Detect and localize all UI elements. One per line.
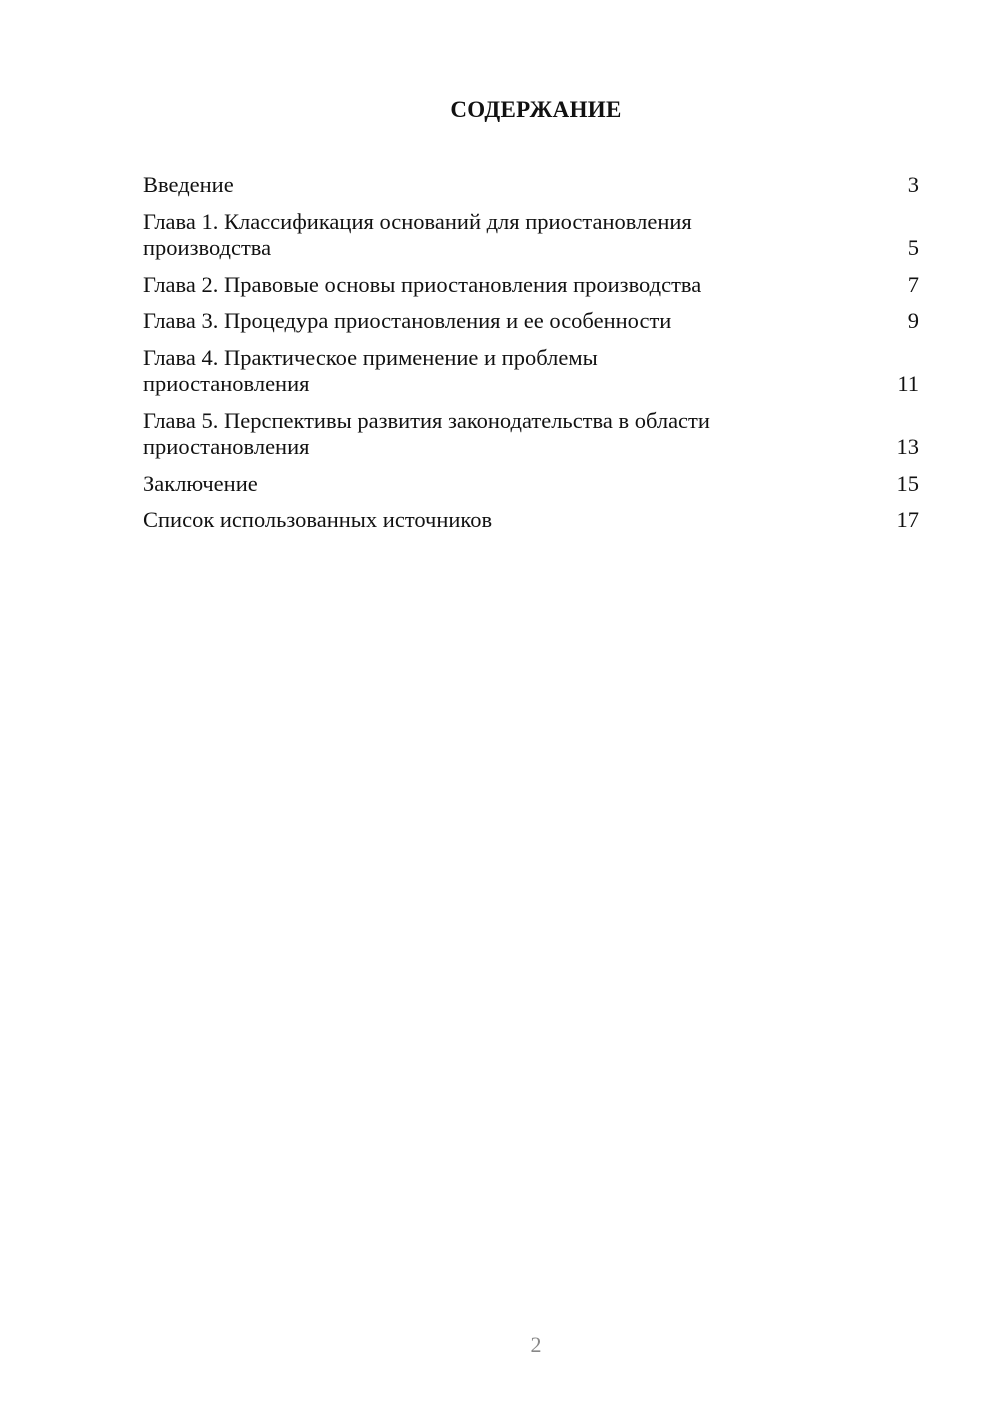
toc-entry-chapter-2	[143, 272, 919, 299]
toc-entry-title: Глава 4. Практическое применение и проблемы приостановления	[143, 344, 598, 396]
toc-entry-page: 3	[907, 172, 919, 197]
toc-entry-page: 9	[907, 308, 919, 333]
page-number: 2	[530, 1332, 542, 1357]
toc-entry-conclusion	[143, 471, 919, 498]
page-title: СОДЕРЖАНИЕ	[450, 97, 622, 122]
toc-entry-page: 5	[907, 235, 919, 260]
toc-entry-chapter-3	[143, 308, 919, 335]
toc-entry-page: 11	[897, 371, 919, 396]
toc-entry-page: 7	[907, 271, 919, 297]
toc-entry-chapter-1	[143, 209, 919, 262]
table-of-contents	[143, 170, 919, 534]
toc-entry-page: 15	[896, 470, 919, 496]
toc-entry-page: 13	[896, 434, 919, 459]
toc-entry-title: Глава 2. Правовые основы приостановления производства	[143, 271, 702, 297]
toc-entry-page: 17	[896, 507, 919, 532]
toc-entry-references	[143, 507, 919, 534]
toc-entry-title: Глава 5. Перспективы развития законодательства в области приостановления	[143, 407, 710, 459]
toc-entry-title: Заключение	[143, 470, 258, 496]
toc-entry-title: Глава 3. Процедура приостановления и ее особенности	[143, 308, 672, 333]
toc-entry-title: Глава 1. Классификация оснований для приостановления производства	[143, 208, 692, 260]
toc-entry-introduction	[143, 172, 919, 199]
toc-entry-title: Введение	[143, 172, 234, 197]
toc-entry-title: Список использованных источников	[143, 507, 493, 532]
toc-entry-chapter-5	[143, 408, 919, 461]
toc-entry-chapter-4	[143, 345, 919, 398]
